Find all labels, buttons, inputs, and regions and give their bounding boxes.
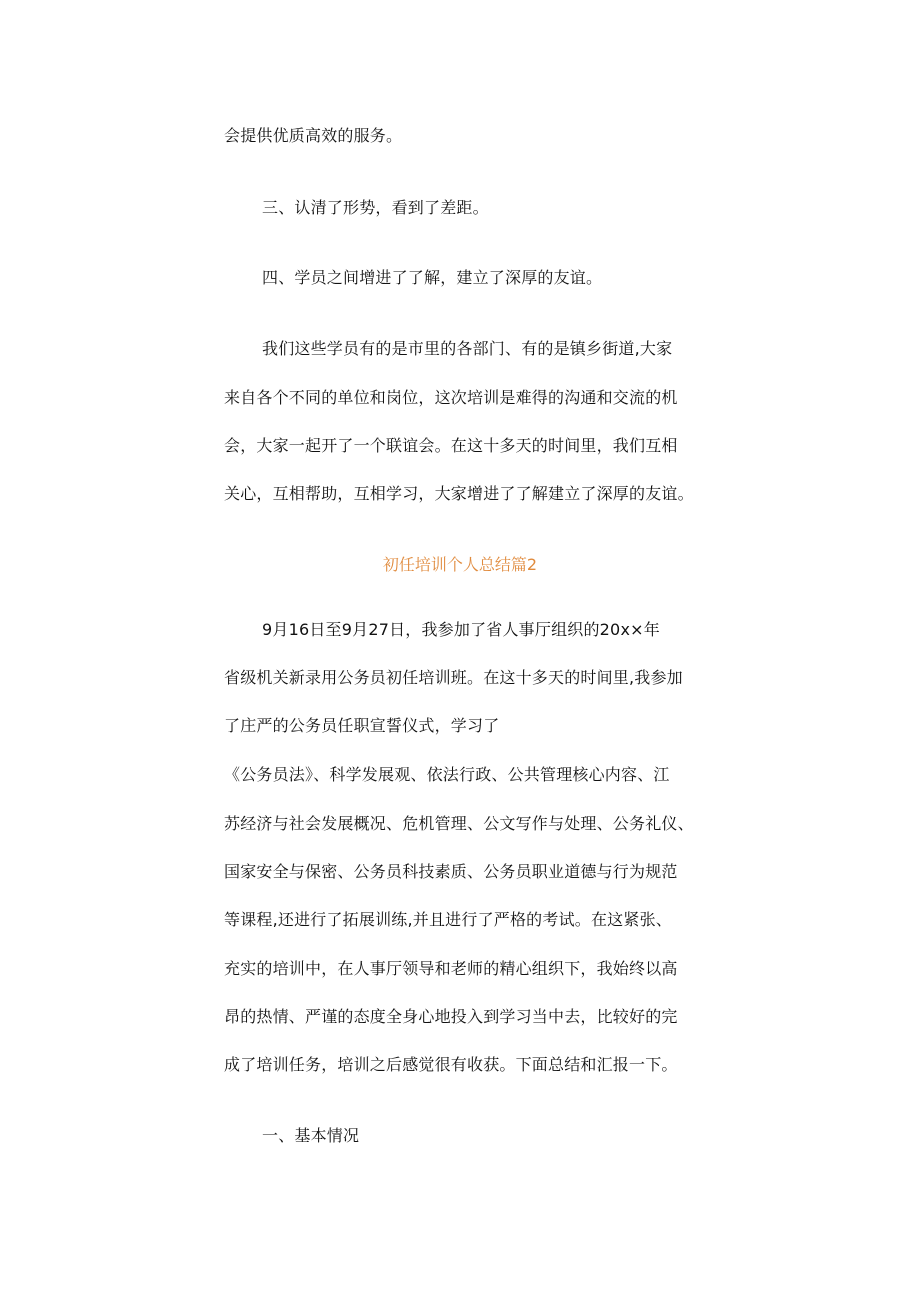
paragraph-line: 关心，互相帮助，互相学习，大家增进了了解建立了深厚的友谊。 [224,484,694,503]
paragraph-line: 等课程,还进行了拓展训练,并且进行了严格的考试。在这紧张、 [224,910,672,929]
section-heading-4: 四、学员之间增进了了解，建立了深厚的友谊。 [262,268,603,287]
paragraph-line: 会提供优质高效的服务。 [224,126,403,145]
paragraph-line: 我们这些学员有的是市里的各部门、有的是镇乡街道,大家 [262,339,673,358]
paragraph-line: 苏经济与社会发展概况、危机管理、公文写作与处理、公务礼仪、 [224,814,694,833]
paragraph-line: 会，大家一起开了一个联谊会。在这十多天的时间里，我们互相 [224,436,678,455]
article-title: 初任培训个人总结篇2 [382,555,538,574]
section-heading-1: 一、基本情况 [262,1126,360,1145]
paragraph-line: 省级机关新录用公务员初任培训班。在这十多天的时间里,我参加 [224,668,683,687]
section-heading-3: 三、认清了形势，看到了差距。 [262,198,489,217]
paragraph-line: 昂的热情、严谨的态度全身心地投入到学习当中去，比较好的完 [224,1007,678,1026]
paragraph-line: 9月16日至9月27日，我参加了省人事厅组织的20x×年 [262,620,660,639]
paragraph-line: 《公务员法》、科学发展观、依法行政、公共管理核心内容、江 [224,765,670,784]
paragraph-line: 了庄严的公务员任职宣誓仪式，学习了 [224,716,500,735]
paragraph-line: 充实的培训中，在人事厅领导和老师的精心组织下，我始终以高 [224,959,678,978]
paragraph-line: 来自各个不同的单位和岗位，这次培训是难得的沟通和交流的机 [224,388,678,407]
paragraph-line: 成了培训任务，培训之后感觉很有收获。下面总结和汇报一下。 [224,1055,678,1074]
paragraph-line: 国家安全与保密、公务员科技素质、公务员职业道德与行为规范 [224,862,678,881]
